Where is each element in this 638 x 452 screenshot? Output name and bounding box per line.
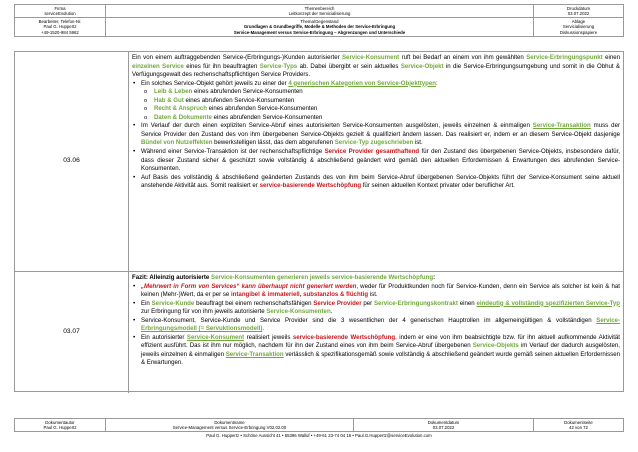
bullet-item: • Ein autorisierter Service-Konsument realisiert jeweils service-basierende Wertschöpfung, indem er eine von ihm beabsichtigte bzw. für ihn aktuell aufkommende Aktivität effizient ausführt. Das ist ihm nur möglich, nachdem für ihn der Zustand eines von ihm beim Service-Abruf übergebenen Service-Objekts im Verlauf der dadurch ausgelösten, jeweils einzelnen & einmaligen Service-Transaktion verlässlich & spezifikationsgemäß sowie vollständig & abschließend geändert wurde gemäß seinen aktuellen Erfordernissen & Erwartungen. (132, 334, 620, 368)
row-content (132, 54, 620, 191)
ablage-label: Ablage (571, 18, 586, 24)
ablage-line-1: Servicialisierung (562, 24, 595, 30)
bullet-item: • „Mehrwert in Form von Services“ kann überhaupt nicht generiert werden, weder für Produktkunden noch für Service-Kunden, denn ein Service als solcher ist kein & hat keinen (Mehr-)Wert, da er per se intangibel & immateriell, substanzlos & flüchtig ist. (132, 283, 620, 300)
dokumentname-value: Service-Management versus Service-Erbringung V02.02.00 (172, 425, 287, 431)
dokumentdatum-label: Dokumentdatum (427, 419, 460, 425)
sub-bullet-item: o Daten & Dokumente eines abrufenden Service-Konsumenten (132, 114, 620, 123)
druckdatum-value: 03.07.2022 (567, 11, 590, 17)
themenbereich-label: Themenbereich (304, 5, 335, 11)
ablage-cell (534, 18, 624, 37)
autor-label: Dokumentautor (45, 419, 75, 425)
ablage-line-2: Diskussionspapiere (559, 29, 598, 35)
firma-value: serviceEvolution (44, 11, 76, 17)
druckdatum-cell (534, 5, 624, 18)
bearbeiter-phone: +49-1520-984 5962 (41, 29, 79, 35)
row-number: 03.07 (15, 272, 129, 393)
bullet-item: • Service-Konsument, Service-Kunde und Service Provider sind die 3 wesentlichen der 4 generischen Hauptrollen im allgemeingültigen & vollständigen Service-Erbringungsmodell (= Servuktionsmodell). (132, 317, 620, 334)
table-row (15, 271, 623, 393)
fazit-paragraph: Fazit: Alleinzig autorisierte Service-Konsumenten generieren jeweils service-basierende Wertschöpfung: (132, 274, 436, 281)
autor-cell (15, 419, 106, 432)
table-row (15, 52, 623, 271)
bullet-item: • Auf Basis des vollständig & abschließend geänderten Zustands des von ihm beim Service-Abruf übergebenen Service-Objekts führt der Service-Konsument seine aktuell anstehende Aktivität aus. Somit realisiert er service-basierende Wertschöpfung für seinen aktuellen Kontext privater oder beruflicher Art. (132, 174, 620, 191)
sub-bullet-item: o Leib & Leben eines abrufenden Service-Konsumenten (132, 88, 620, 97)
themenbereich-cell (106, 5, 534, 18)
document-footer (14, 418, 624, 439)
contact-line: Paul G. Huppertz • Schöne Aussicht 41 • 65396 Walluf • +49-61 23-74 04 16 • Paul.G.Huppertz@serviceEvolution.com (206, 433, 432, 439)
sub-bullet-item: o Hab & Gut eines abrufenden Service-Konsumenten (132, 97, 620, 106)
thema-cell (106, 18, 534, 37)
dokumentdatum-cell (354, 419, 534, 432)
intro-paragraph: Ein von einem auftraggebenden Service-(Erbringungs-)Kunden autorisierter Service-Konsument ruft bei Bedarf an einem von ihm gewählten Service-Erbringungspunkt einen einzelnen Service eines für ihn beauftragten Service-Typs ab. Dabei übergibt er sein aktuelles Service-Objekt in die Service-Erbringungsumgebung und somit in die Obhut & Verfügungsgewalt des rechenschaftspflichtigen Service Providers. (132, 54, 620, 79)
dokumentname-label: Dokumentname (214, 419, 245, 425)
dokumentname-cell (106, 419, 354, 432)
bearbeiter-label: Bearbeiter, Telefon-Nr. (38, 18, 82, 24)
bullet-item: • Ein solches Service-Objekt gehört jeweils zu einer der 4 generischen Kategorien von Service-Objekttypen: (132, 80, 620, 89)
content-table (14, 51, 624, 392)
autor-value: Paul G. Huppertz (43, 425, 77, 431)
dokumentdatum-value: 03.07.2022 (432, 425, 455, 431)
bearbeiter-cell (15, 18, 106, 37)
thema-line-2: Service-Management versus Service-Erbringung – Abgrenzungen und Unterschiede (233, 29, 406, 35)
row-number: 03.06 (15, 52, 129, 271)
document-header (14, 4, 624, 37)
themenbereich-value: Leitkonzept der Servicialisierung (288, 11, 351, 17)
firma-cell (15, 5, 106, 18)
sub-bullet-item: o Recht & Anspruch eines abrufenden Service-Konsumenten (132, 105, 620, 114)
row-content (132, 274, 620, 368)
thema-line-1: Grundlagen & Grundbegriffe, Modelle & Methoden der Service-Erbringung (243, 24, 396, 30)
dokumentseite-label: Dokumentseite (564, 419, 593, 425)
druckdatum-label: Druckdatum (566, 5, 591, 11)
firma-label: Firma (54, 5, 66, 11)
bullet-item: • Während einer Service-Transaktion ist der rechenschaftspflichtige Service Provider gesamthaftend für den Zustand des übergebenen Service-Objekts, insbesondere dafür, dass dieser Zustand sicher & geschützt sowie vollständig & abschließend geändert wird gemäß den aktuellen Erfordernissen & Erwartungen des abrufenden Service-Konsumenten. (132, 148, 620, 174)
bearbeiter-name: Paul G. Huppertz (43, 24, 77, 30)
bullet-item: • Im Verlauf der durch einen expliziten Service-Abruf eines autorisierten Service-Konsumenten ausgelösten, jeweils einzelnen & einmaligen Service-Transaktion muss der Service Provider den Zustand des von ihm übergebenen Service-Objekts gezielt & qualifiziert ändern lassen. Das realisiert er, indem er an diesem Service-Objekt dasjenige Bündel von Nutzeffekten bewerkstelligen lässt, das dem abgerufenen Service-Typ zugeschrieben ist. (132, 122, 620, 148)
thema-label: Thema/Gegenstand (300, 18, 339, 24)
dokumentseite-cell (534, 419, 624, 432)
dokumentseite-value: 42 von 72 (569, 425, 588, 431)
bullet-item: • Ein Service-Kunde beauftragt bei einem rechenschaftsfähigen Service Provider per Service-Erbringungskontrakt einen eindeutig & vollständig spezifizierten Service-Typ zur Erbringung für von ihm jeweils autorisierte Service-Konsumenten. (132, 300, 620, 317)
